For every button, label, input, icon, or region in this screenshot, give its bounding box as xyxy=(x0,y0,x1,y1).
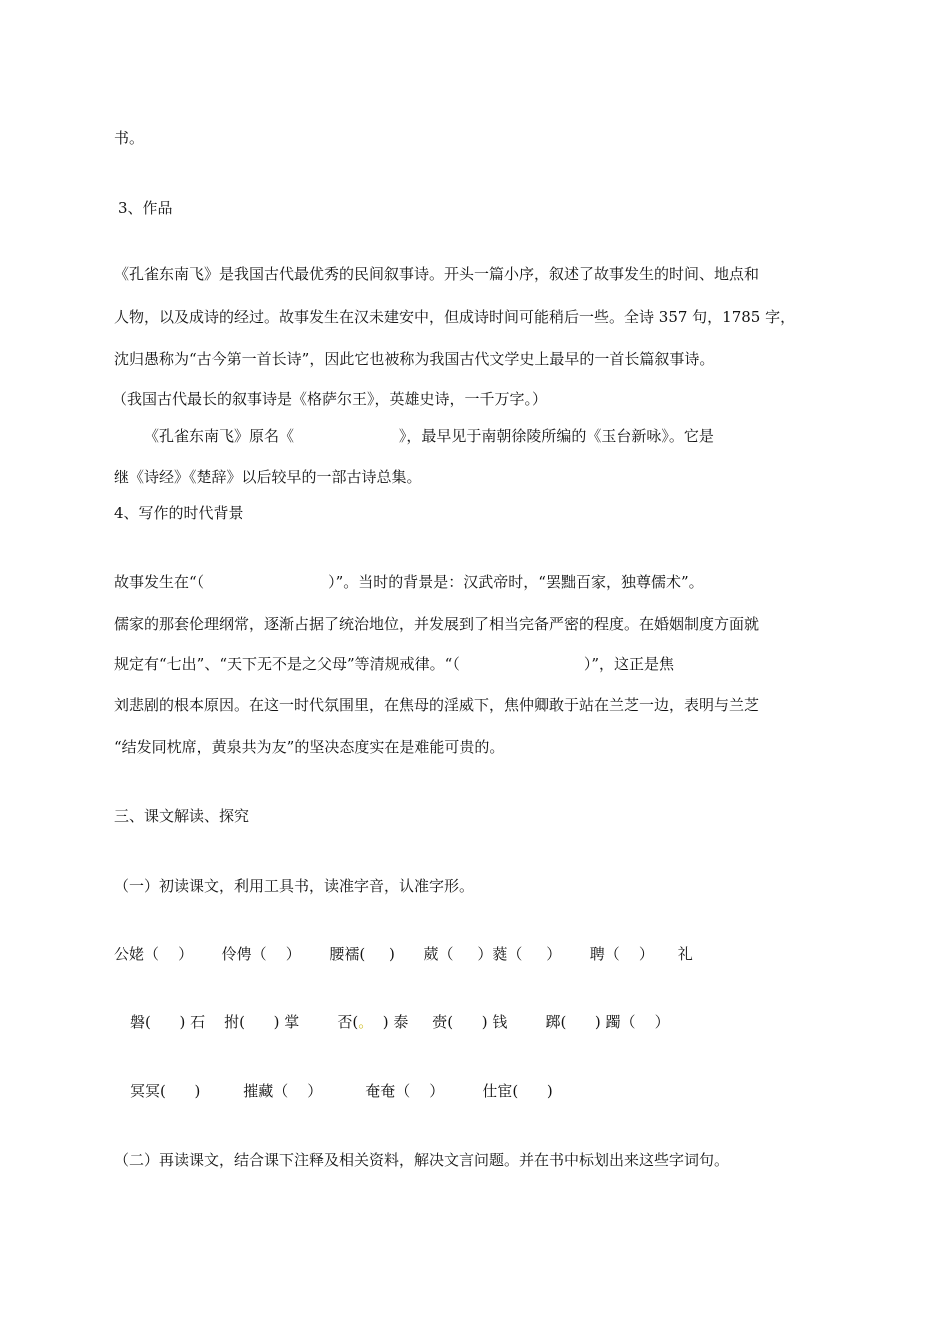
heading-works: 3、作品 xyxy=(118,199,173,217)
para-background-line-4: 刘悲剧的根本原因。在这一时代氛围里，在焦母的淫威下，焦仲卿敢于站在兰芝一边，表明与兰芝 xyxy=(114,696,760,714)
para-background-line-2: 儒家的那套伦理纲常，逐渐占据了统治地位，并发展到了相当完备严密的程度。在婚姻制度方面就 xyxy=(114,615,760,633)
para-works-line-6: 继《诗经》《楚辞》以后较早的一部古诗总集。 xyxy=(114,468,422,486)
para-background-line-5: “结发同枕席，黄泉共为友”的坚决态度实在是难能可贵的。 xyxy=(114,738,505,756)
subheading-first-reading: （一）初读课文，利用工具书，读准字音，认准字形。 xyxy=(114,877,475,895)
vocab-row-3: 冥冥( ) 摧藏（ ） 奄奄（ ） 仕宦( ) xyxy=(130,1082,553,1100)
para-works-line-5: 《孔雀东南飞》原名《 》，最早见于南朝徐陵所编的《玉台新咏》。它是 xyxy=(144,427,714,445)
para-background-line-1: 故事发生在“（ ）”。当时的背景是：汉武帝时，“罢黜百家，独尊儒术”。 xyxy=(114,573,704,591)
vocab-row-2-dot: 。 xyxy=(358,1013,374,1031)
continuation-text: 书。 xyxy=(114,129,145,147)
para-works-line-4: （我国古代最长的叙事诗是《格萨尔王》，英雄史诗，一千万字。） xyxy=(112,390,548,408)
vocab-row-2 xyxy=(130,1012,670,1032)
heading-background: 4、写作的时代背景 xyxy=(114,504,244,522)
vocab-row-1: 公姥（ ） 伶俜（ ） 腰襦( ) 葳（ ）蕤（ ） 聘（ ） 礼 xyxy=(114,945,693,963)
subheading-second-reading: （二）再读课文，结合课下注释及相关资料，解决文言问题。并在书中标划出来这些字词句。 xyxy=(114,1151,730,1169)
vocab-row-2-part-a: 磐( ) 石 拊( ) 掌 否( xyxy=(130,1013,359,1031)
para-background-line-3: 规定有“七出”、“天下无不是之父母”等清规戒律。“（ ）”，这正是焦 xyxy=(114,655,674,673)
section-heading-reading: 三、课文解读、探究 xyxy=(114,807,250,825)
para-works-line-2: 人物，以及成诗的经过。故事发生在汉未建安中，但成诗时间可能稍后一些。全诗 357 句，1785 字， xyxy=(114,308,796,326)
vocab-row-2-part-b: ) 泰 赍( ) 钱 踯( ) 躅（ ） xyxy=(373,1013,670,1031)
para-works-line-1: 《孔雀东南飞》是我国古代最优秀的民间叙事诗。开头一篇小序，叙述了故事发生的时间、地点和 xyxy=(114,265,760,283)
para-works-line-3: 沈归愚称为“古今第一首长诗”，因此它也被称为我国古代文学史上最早的一首长篇叙事诗。 xyxy=(114,350,715,368)
